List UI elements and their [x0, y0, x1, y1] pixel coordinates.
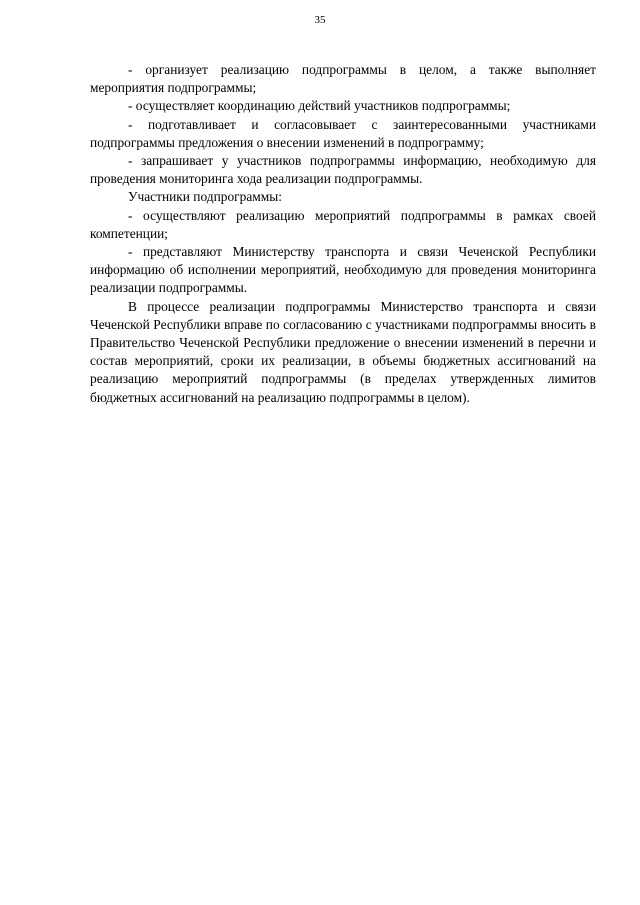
paragraph-coordinator-requests: - запрашивает у участников подпрограммы информацию, необходимую для проведения мониторинга хода реализации подпрограммы. — [90, 153, 596, 187]
paragraph-coordinator-prepares: - подготавливает и согласовывает с заинтересованными участниками подпрограммы предложения о внесении изменений в подпрограмму; — [90, 116, 596, 150]
page-number: 35 — [314, 14, 326, 26]
paragraph-participants-implement: - осуществляют реализацию мероприятий подпрограммы в рамках своей компетенции; — [90, 207, 596, 241]
paragraph-coordinator-coordinates: - осуществляет координацию действий участников подпрограммы; — [128, 98, 511, 114]
document-body — [90, 61, 596, 407]
paragraph-ministry-rights: В процессе реализации подпрограммы Министерство транспорта и связи Чеченской Республики вправе по согласованию с участниками подпрограммы вносить в Правительство Чеченской Республики предложение о внесении изменений в перечни и состав мероприятий, сроки их реализации, в объемы бюджетных ассигнований на реализацию мероприятий подпрограммы (в пределах утвержденных лимитов бюджетных ассигнований на реализацию подпрограммы в целом). — [90, 298, 596, 405]
paragraph-participants-heading: Участники подпрограммы: — [128, 189, 282, 205]
paragraph-participants-report: - представляют Министерству транспорта и связи Чеченской Республики информацию об исполнении мероприятий, необходимую для проведения мониторинга реализации подпрограммы. — [90, 244, 596, 296]
paragraph-coordinator-organizes: - организует реализацию подпрограммы в целом, а также выполняет мероприятия подпрограммы; — [90, 62, 596, 96]
